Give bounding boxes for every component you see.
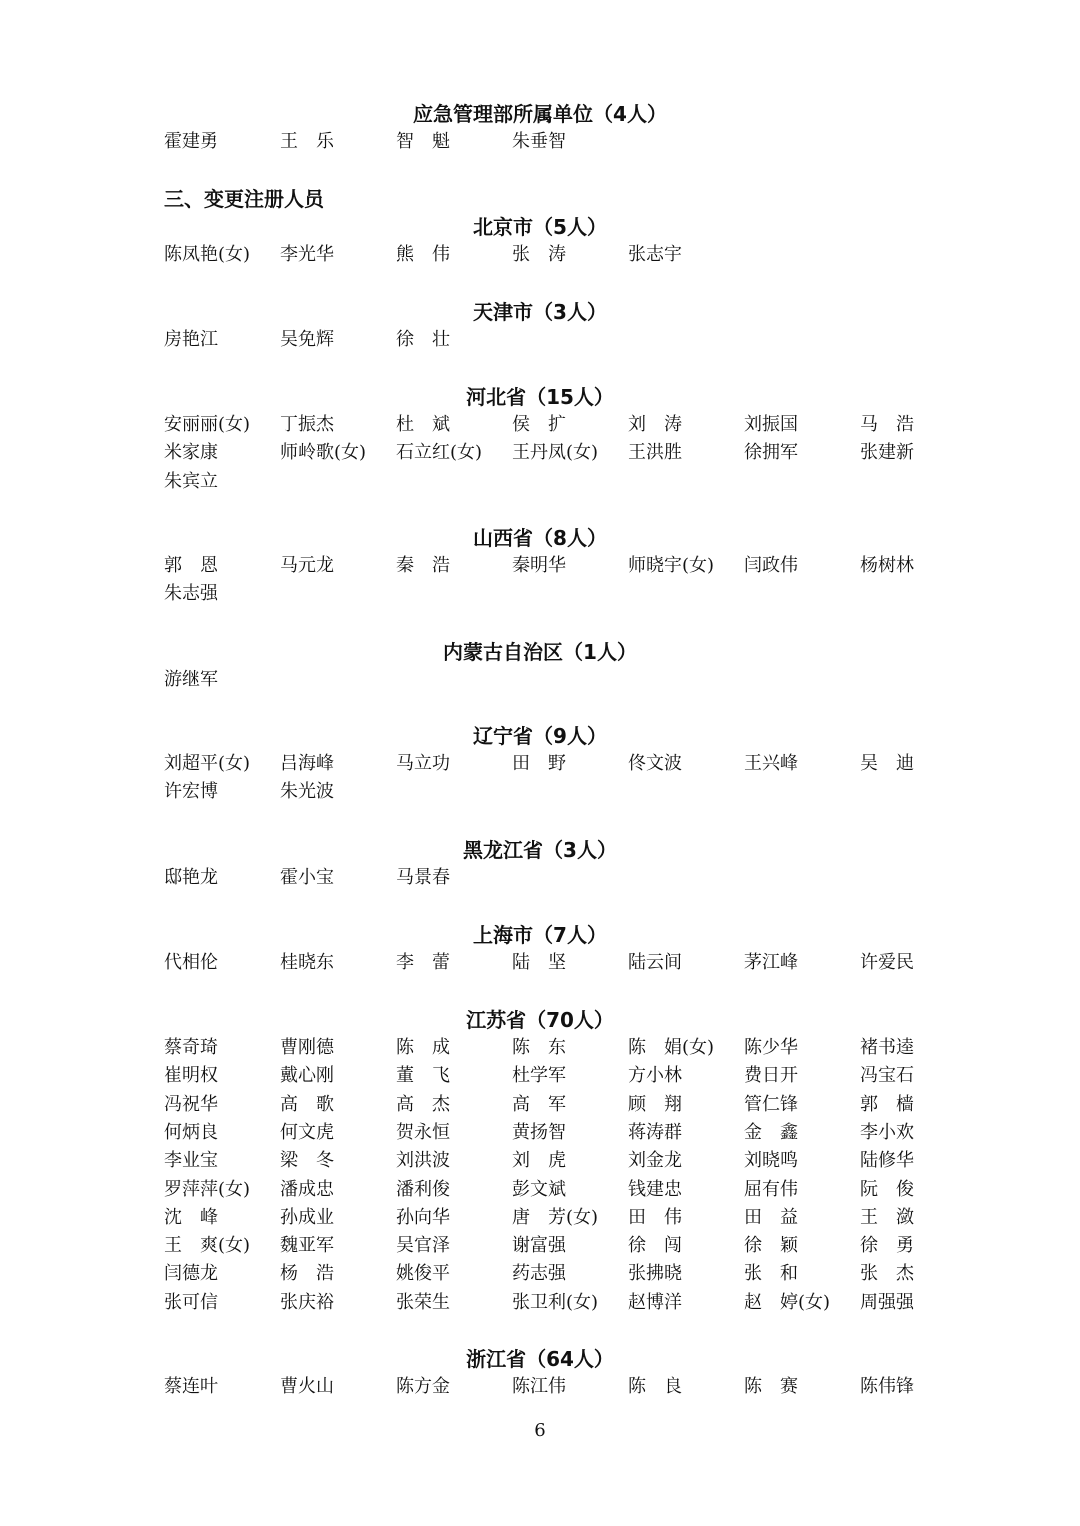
person-name: 吕海峰 (280, 753, 334, 774)
person-name: 方小林 (628, 1065, 682, 1087)
person-name: 陈 东 (512, 1037, 566, 1058)
person-name: 许爱民 (860, 952, 914, 973)
person-name: 米家康 (164, 442, 218, 464)
person-name: 戴心刚 (280, 1065, 334, 1087)
person-name: 桂晓东 (280, 952, 334, 973)
person-name: 徐 颖 (744, 1235, 798, 1257)
person-name: 张建新 (860, 442, 914, 464)
section-title: 河北省（15人） (466, 385, 614, 409)
person-name: 潘成忠 (280, 1178, 334, 1200)
person-name: 徐拥军 (744, 442, 798, 464)
person-name: 郭 樯 (860, 1093, 914, 1115)
person-name: 高 杰 (396, 1093, 450, 1115)
part-heading: 三、变更注册人员 (164, 187, 324, 211)
person-name: 谢富强 (512, 1235, 566, 1257)
person-name: 张 杰 (860, 1263, 914, 1285)
person-name: 刘 涛 (628, 414, 682, 435)
person-name: 游继军 (164, 669, 218, 690)
person-name: 石立红(女) (396, 442, 483, 464)
person-name: 闫德龙 (164, 1263, 218, 1285)
person-name: 崔明权 (164, 1065, 218, 1087)
person-name: 罗萍萍(女) (164, 1178, 251, 1200)
person-name: 刘金龙 (628, 1150, 682, 1172)
person-name: 杨树林 (860, 555, 914, 576)
person-name: 赵 婷(女) (744, 1291, 831, 1313)
person-name: 高 军 (512, 1093, 566, 1115)
section-title: 上海市（7人） (473, 923, 607, 947)
person-name: 陈 娟(女) (628, 1037, 715, 1058)
section-title: 山西省（8人） (473, 526, 607, 550)
person-name: 顾 翔 (628, 1093, 682, 1115)
person-name: 李小欢 (860, 1121, 914, 1143)
person-name: 吴官泽 (396, 1235, 450, 1257)
person-name: 张卫利(女) (512, 1291, 599, 1313)
person-name: 王 爽(女) (164, 1235, 251, 1257)
person-name: 周强强 (860, 1291, 914, 1313)
person-name: 马 浩 (860, 414, 914, 435)
person-name: 秦明华 (512, 555, 566, 576)
person-name: 佟文波 (628, 753, 682, 774)
person-name: 蒋涛群 (628, 1121, 682, 1143)
person-name: 霍小宝 (280, 867, 334, 888)
person-name: 智 魁 (396, 131, 450, 152)
person-name: 王兴峰 (744, 753, 798, 774)
person-name: 冯宝石 (860, 1065, 914, 1087)
person-name: 陆修华 (860, 1150, 914, 1172)
person-name: 房艳江 (164, 329, 218, 350)
person-name: 金 鑫 (744, 1121, 798, 1143)
person-name: 陆云间 (628, 952, 682, 973)
person-name: 何文虎 (280, 1121, 334, 1143)
person-name: 药志强 (512, 1263, 566, 1285)
person-name: 李 蕾 (396, 952, 450, 973)
person-name: 费日开 (744, 1065, 798, 1087)
person-name: 王 潋 (860, 1206, 914, 1228)
person-name: 曹火山 (280, 1376, 334, 1397)
person-name: 孙向华 (396, 1206, 450, 1228)
person-name: 朱垂智 (512, 131, 566, 152)
section-title: 黑龙江省（3人） (463, 838, 617, 862)
person-name: 徐 勇 (860, 1235, 914, 1257)
section-title: 应急管理部所属单位（4人） (413, 102, 667, 126)
person-name: 张可信 (164, 1291, 218, 1313)
person-name: 钱建忠 (628, 1178, 682, 1200)
person-name: 陈 赛 (744, 1376, 798, 1397)
person-name: 陈凤艳(女) (164, 244, 251, 265)
person-name: 张庆裕 (280, 1291, 334, 1313)
person-name: 姚俊平 (396, 1263, 450, 1285)
person-name: 师岭歌(女) (280, 442, 367, 464)
person-name: 沈 峰 (164, 1206, 218, 1228)
person-name: 徐 闯 (628, 1235, 682, 1257)
person-name: 丁振杰 (280, 414, 334, 435)
person-name: 陈 成 (396, 1037, 450, 1058)
person-name: 阮 俊 (860, 1178, 914, 1200)
section-title: 辽宁省（9人） (473, 724, 607, 748)
section-title: 浙江省（64人） (466, 1347, 614, 1371)
person-name: 屈有伟 (744, 1178, 798, 1200)
person-name: 徐 壮 (396, 329, 450, 350)
person-name: 蔡连叶 (164, 1376, 218, 1397)
person-name: 杜 斌 (396, 414, 450, 435)
person-name: 冯祝华 (164, 1093, 218, 1115)
person-name: 张荣生 (396, 1291, 450, 1313)
person-name: 彭文斌 (512, 1178, 566, 1200)
page-number: 6 (534, 1420, 546, 1441)
person-name: 杨 浩 (280, 1263, 334, 1285)
person-name: 田 益 (744, 1206, 798, 1228)
person-name: 张拂晓 (628, 1263, 682, 1285)
person-name: 潘利俊 (396, 1178, 450, 1200)
section-title: 天津市（3人） (473, 300, 607, 324)
section-title: 内蒙古自治区（1人） (443, 640, 637, 664)
person-name: 闫政伟 (744, 555, 798, 576)
person-name: 秦 浩 (396, 555, 450, 576)
person-name: 吴 迪 (860, 753, 914, 774)
person-name: 陈伟锋 (860, 1376, 914, 1397)
person-name: 田 野 (512, 753, 566, 774)
section-title: 北京市（5人） (473, 215, 607, 239)
person-name: 刘 虎 (512, 1150, 566, 1172)
person-name: 赵博洋 (628, 1291, 682, 1313)
person-name: 陈江伟 (512, 1376, 566, 1397)
person-name: 高 歌 (280, 1093, 334, 1115)
person-name: 陈 良 (628, 1376, 682, 1397)
person-name: 管仁锋 (744, 1093, 798, 1115)
person-name: 师晓宇(女) (628, 555, 715, 576)
person-name: 田 伟 (628, 1206, 682, 1228)
person-name: 刘超平(女) (164, 753, 251, 774)
person-name: 黄扬智 (512, 1121, 566, 1143)
person-name: 张 涛 (512, 244, 566, 265)
person-name: 朱宾立 (164, 470, 218, 492)
person-name: 霍建勇 (164, 131, 218, 152)
person-name: 安丽丽(女) (164, 414, 251, 435)
person-name: 刘洪波 (396, 1150, 450, 1172)
person-name: 代相伦 (164, 952, 218, 973)
person-name: 侯 扩 (512, 414, 566, 435)
person-name: 陆 坚 (512, 952, 566, 973)
person-name: 魏亚军 (280, 1235, 334, 1257)
person-name: 孙成业 (280, 1206, 334, 1228)
person-name: 刘振国 (744, 414, 798, 435)
person-name: 王 乐 (280, 131, 334, 152)
person-name: 刘晓鸣 (744, 1150, 798, 1172)
person-name: 朱志强 (164, 583, 218, 605)
person-name: 朱光波 (280, 781, 334, 803)
person-name: 郭 恩 (164, 555, 218, 576)
person-name: 熊 伟 (396, 244, 450, 265)
person-name: 陈少华 (744, 1037, 798, 1058)
person-name: 茅江峰 (744, 952, 798, 973)
person-name: 杜学军 (512, 1065, 566, 1087)
person-name: 马景春 (396, 867, 450, 888)
person-name: 张 和 (744, 1263, 798, 1285)
person-name: 李光华 (280, 244, 334, 265)
person-name: 蔡奇琦 (164, 1037, 218, 1058)
person-name: 王洪胜 (628, 442, 682, 464)
person-name: 梁 冬 (280, 1150, 334, 1172)
person-name: 马立功 (396, 753, 450, 774)
person-name: 邸艳龙 (164, 867, 218, 888)
person-name: 陈方金 (396, 1376, 450, 1397)
person-name: 许宏博 (164, 781, 218, 803)
person-name: 马元龙 (280, 555, 334, 576)
person-name: 唐 芳(女) (512, 1206, 599, 1228)
person-name: 褚书逵 (860, 1037, 914, 1058)
person-name: 何炳良 (164, 1121, 218, 1143)
person-name: 贺永恒 (396, 1121, 450, 1143)
person-name: 李业宝 (164, 1150, 218, 1172)
section-title: 江苏省（70人） (466, 1008, 614, 1032)
person-name: 董 飞 (396, 1065, 450, 1087)
person-name: 王丹凤(女) (512, 442, 599, 464)
person-name: 张志宇 (628, 244, 682, 265)
person-name: 吴免辉 (280, 329, 334, 350)
person-name: 曹刚德 (280, 1037, 334, 1058)
